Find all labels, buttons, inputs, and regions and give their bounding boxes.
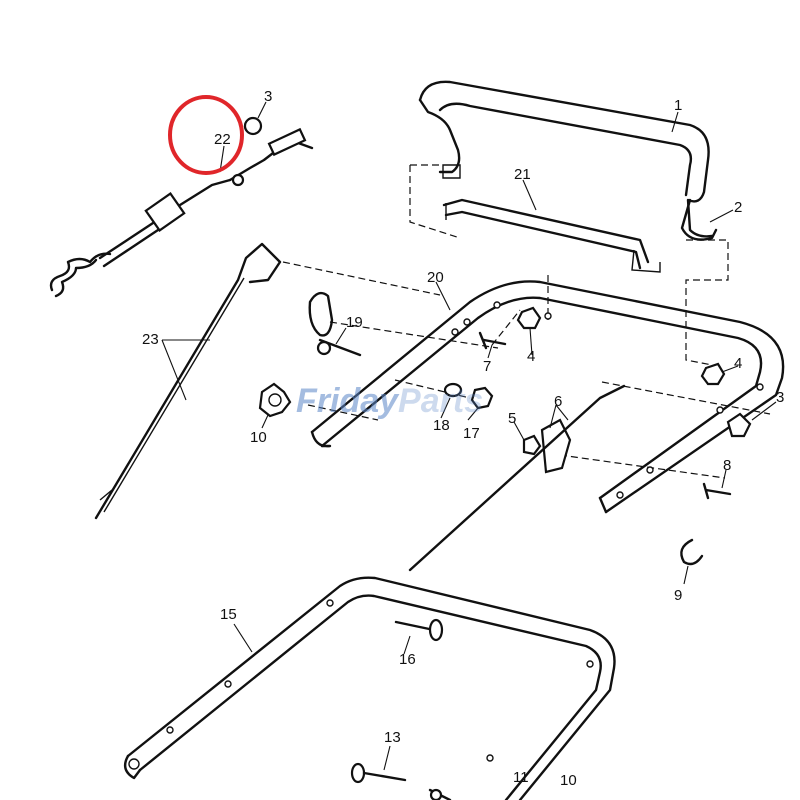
bolt-part-11 [430, 790, 450, 800]
callout-20: 20 [427, 269, 444, 286]
watermark-text-part2: Parts [398, 382, 484, 420]
callout-2: 2 [734, 199, 743, 216]
highlight-circle [170, 97, 242, 173]
callout-4-left: 4 [527, 348, 536, 365]
callout-1: 1 [674, 97, 683, 114]
callout-18: 18 [433, 417, 450, 434]
snap-ring-part-9 [681, 540, 702, 564]
screw-part-8 [704, 484, 730, 498]
control-cable-part-22 [51, 119, 312, 296]
callout-6: 6 [554, 393, 563, 410]
callout-7: 7 [483, 358, 492, 375]
callout-10-bottom: 10 [560, 772, 577, 789]
callout-8: 8 [723, 457, 732, 474]
bolt-part-16 [396, 620, 442, 640]
nut-part-4-left [518, 308, 540, 328]
knob-part-10 [260, 384, 290, 416]
crossbar-part-21 [444, 200, 660, 272]
handle-grip-part-1 [420, 82, 716, 240]
bolt-part-13 [352, 764, 405, 782]
lower-frame-part-15 [125, 578, 614, 800]
callout-22: 22 [214, 131, 231, 148]
callout-labels [142, 88, 784, 789]
control-rod-part-23 [96, 244, 280, 518]
watermark-text-part1: Friday [296, 382, 399, 420]
callout-17: 17 [463, 425, 480, 442]
callout-19: 19 [346, 314, 363, 331]
callout-5: 5 [508, 410, 517, 427]
svg-text:FridayParts [296, 382, 483, 420]
callout-4-right: 4 [734, 355, 743, 372]
clip-part-3-right [728, 414, 750, 436]
callout-9: 9 [674, 587, 683, 604]
nut-part-4-right [702, 364, 724, 384]
nut-part-5 [524, 436, 540, 454]
callout-16: 16 [399, 651, 416, 668]
callout-3-top: 3 [264, 88, 273, 105]
callout-3-right: 3 [776, 389, 785, 406]
watermark-logo [296, 382, 483, 420]
callout-13: 13 [384, 729, 401, 746]
callout-23: 23 [142, 331, 159, 348]
clip-part-3-top [245, 118, 261, 134]
callout-11: 11 [513, 769, 529, 786]
callout-15: 15 [220, 606, 237, 623]
callout-21: 21 [514, 166, 531, 183]
callout-10-left: 10 [250, 429, 267, 446]
